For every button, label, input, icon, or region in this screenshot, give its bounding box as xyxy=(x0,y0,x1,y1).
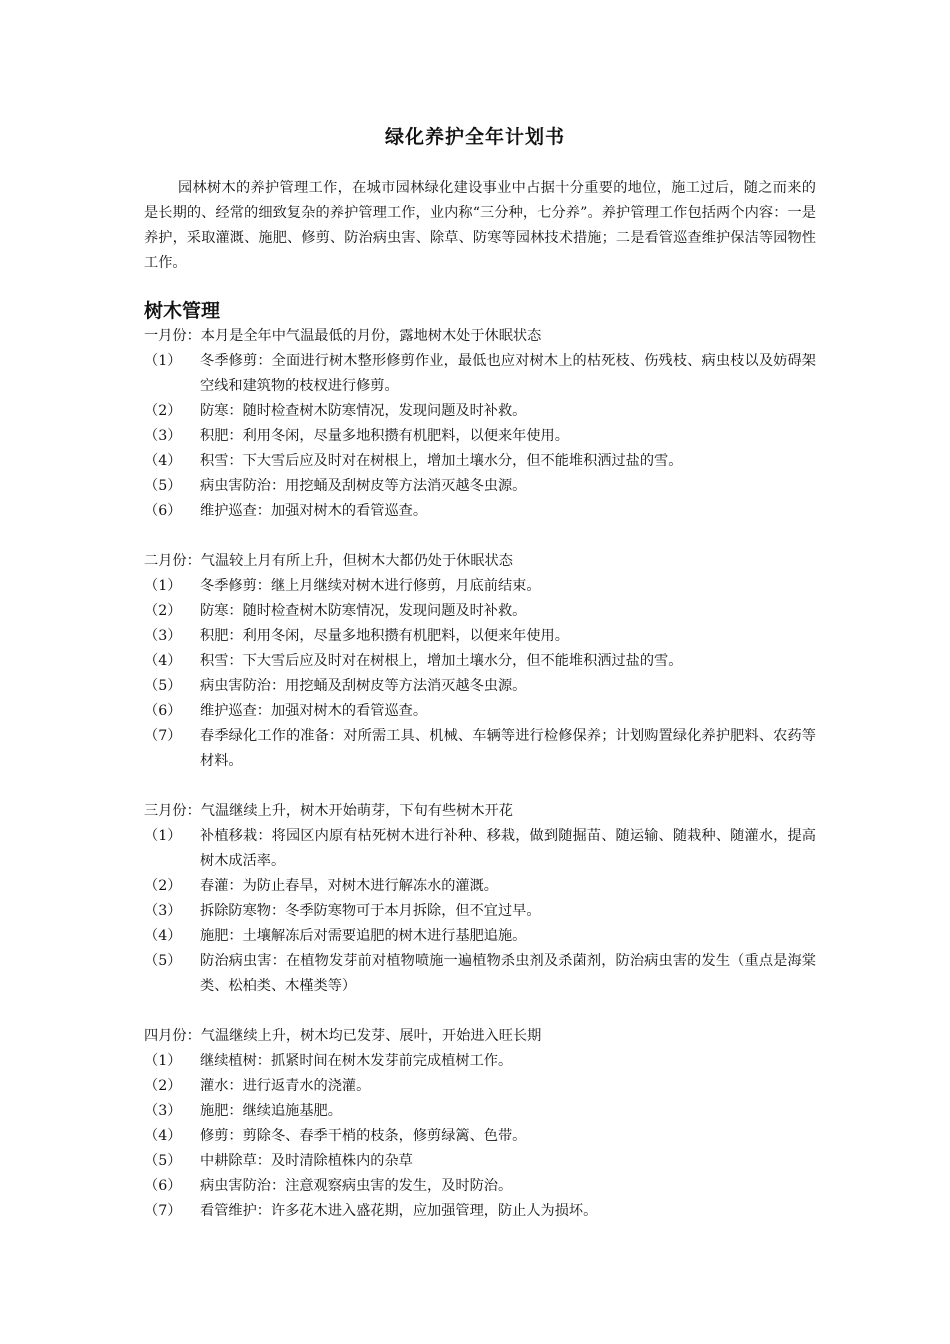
list-item-text: 积雪：下大雪后应及时对在树根上，增加土壤水分，但不能堆积洒过盐的雪。 xyxy=(200,653,683,669)
list-item xyxy=(144,399,816,424)
list-item-text: 修剪：剪除冬、春季干梢的枝条，修剪绿篱、色带。 xyxy=(200,1128,527,1144)
list-item xyxy=(144,599,816,624)
list-item-text: 积雪：下大雪后应及时对在树根上，增加土壤水分，但不能堆积洒过盐的雪。 xyxy=(200,453,683,469)
list-item-number: （7） xyxy=(144,1203,182,1219)
list-item-number: （6） xyxy=(144,703,182,719)
month-title: 一月份：本月是全年中气温最低的月份，露地树木处于休眠状态 xyxy=(144,328,542,344)
list-item xyxy=(144,699,816,724)
list-item-number: （3） xyxy=(144,1103,182,1119)
list-item xyxy=(144,474,816,499)
list-item-number: （6） xyxy=(144,1178,182,1194)
list-item-text: 病虫害防治：注意观察病虫害的发生，及时防治。 xyxy=(200,1178,513,1194)
list-item-text: 春季绿化工作的准备：对所需工具、机械、车辆等进行检修保养；计划购置绿化养护肥料、农药等材料。 xyxy=(200,728,816,769)
list-item-text: 积肥：利用冬闲，尽量多地积攒有机肥料，以便来年使用。 xyxy=(200,628,569,644)
list-item xyxy=(144,499,816,524)
list-item-number: （1） xyxy=(144,353,182,369)
section-heading: 树木管理 xyxy=(144,300,221,322)
list-item xyxy=(144,824,816,874)
list-item xyxy=(144,899,816,924)
list-item xyxy=(144,949,816,999)
list-item-number: （4） xyxy=(144,653,182,669)
list-item xyxy=(144,1049,816,1074)
list-item-number: （5） xyxy=(144,953,182,969)
month-title: 二月份：气温较上月有所上升，但树木大都仍处于休眠状态 xyxy=(144,553,513,569)
month-block xyxy=(144,1024,816,1224)
list-item-text: 施肥：土壤解冻后对需要追肥的树木进行基肥追施。 xyxy=(200,928,527,944)
list-item xyxy=(144,1124,816,1149)
list-item xyxy=(144,674,816,699)
list-item-number: （4） xyxy=(144,453,182,469)
list-item xyxy=(144,424,816,449)
list-item-number: （1） xyxy=(144,1053,182,1069)
list-item-text: 灌水：进行返青水的浇灌。 xyxy=(200,1078,371,1094)
list-item-text: 冬季修剪：继上月继续对树木进行修剪，月底前结束。 xyxy=(200,578,541,594)
months-container xyxy=(144,324,816,1249)
list-item xyxy=(144,874,816,899)
month-title: 三月份：气温继续上升，树木开始萌芽，下旬有些树木开花 xyxy=(144,803,513,819)
list-item xyxy=(144,1149,816,1174)
list-item xyxy=(144,649,816,674)
list-item-number: （5） xyxy=(144,478,182,494)
list-item-text: 春灌：为防止春旱，对树木进行解冻水的灌溉。 xyxy=(200,878,498,894)
list-item xyxy=(144,1074,816,1099)
list-item-number: （1） xyxy=(144,828,182,844)
list-item xyxy=(144,724,816,774)
list-item-text: 拆除防寒物：冬季防寒物可于本月拆除，但不宜过早。 xyxy=(200,903,541,919)
list-item-text: 病虫害防治：用挖蛹及刮树皮等方法消灭越冬虫源。 xyxy=(200,678,527,694)
list-item-text: 防寒：随时检查树木防寒情况，发现问题及时补救。 xyxy=(200,603,527,619)
list-item-text: 看管维护：许多花木进入盛花期，应加强管理，防止人为损坏。 xyxy=(200,1203,598,1219)
month-block xyxy=(144,799,816,999)
list-item-number: （2） xyxy=(144,1078,182,1094)
month-block xyxy=(144,324,816,524)
list-item-number: （5） xyxy=(144,1153,182,1169)
list-item xyxy=(144,924,816,949)
list-item xyxy=(144,1099,816,1124)
document-title: 绿化养护全年计划书 xyxy=(384,126,565,148)
list-item-number: （3） xyxy=(144,903,182,919)
list-item-number: （1） xyxy=(144,578,182,594)
list-item xyxy=(144,574,816,599)
list-item-text: 补植移栽：将园区内原有枯死树木进行补种、移栽，做到随掘苗、随运输、随栽种、随灌水，提高树木成活率。 xyxy=(200,828,816,869)
list-item-number: （2） xyxy=(144,403,182,419)
list-item-number: （5） xyxy=(144,678,182,694)
month-block xyxy=(144,549,816,774)
list-item-number: （3） xyxy=(144,428,182,444)
list-item xyxy=(144,1174,816,1199)
list-item xyxy=(144,1199,816,1224)
list-item-number: （3） xyxy=(144,628,182,644)
list-item-text: 维护巡查：加强对树木的看管巡查。 xyxy=(200,503,428,519)
month-title: 四月份：气温继续上升，树木均已发芽、展叶，开始进入旺长期 xyxy=(144,1028,542,1044)
list-item-text: 冬季修剪：全面进行树木整形修剪作业，最低也应对树木上的枯死枝、伤残枝、病虫枝以及妨碍架空线和建筑物的枝杈进行修剪。 xyxy=(200,353,816,394)
list-item-number: （4） xyxy=(144,1128,182,1144)
list-item-text: 继续植树：抓紧时间在树木发芽前完成植树工作。 xyxy=(200,1053,513,1069)
list-item-number: （2） xyxy=(144,878,182,894)
list-item-number: （2） xyxy=(144,603,182,619)
list-item xyxy=(144,624,816,649)
list-item-text: 维护巡查：加强对树木的看管巡查。 xyxy=(200,703,428,719)
list-item-text: 防治病虫害：在植物发芽前对植物喷施一遍植物杀虫剂及杀菌剂，防治病虫害的发生（重点是海棠类、松柏类、木槿类等） xyxy=(200,953,816,994)
list-item-text: 积肥：利用冬闲，尽量多地积攒有机肥料，以便来年使用。 xyxy=(200,428,569,444)
list-item xyxy=(144,449,816,474)
list-item-text: 施肥：继续追施基肥。 xyxy=(200,1103,342,1119)
list-item-number: （7） xyxy=(144,728,182,744)
list-item-number: （4） xyxy=(144,928,182,944)
list-item-text: 防寒：随时检查树木防寒情况，发现问题及时补救。 xyxy=(200,403,527,419)
list-item-text: 病虫害防治：用挖蛹及刮树皮等方法消灭越冬虫源。 xyxy=(200,478,527,494)
list-item xyxy=(144,349,816,399)
intro-paragraph: 园林树木的养护管理工作，在城市园林绿化建设事业中占据十分重要的地位，施工过后，随之而来的是长期的、经常的细致复杂的养护管理工作，业内称“三分种，七分养”。养护管理工作包括两个内容：一是养护，采取灌溉、施肥、修剪、防治病虫害、除草、防寒等园林技术措施；二是看管巡查维护保洁等园物性工作。 xyxy=(144,180,816,271)
list-item-text: 中耕除草：及时清除植株内的杂草 xyxy=(200,1153,413,1169)
list-item-number: （6） xyxy=(144,503,182,519)
